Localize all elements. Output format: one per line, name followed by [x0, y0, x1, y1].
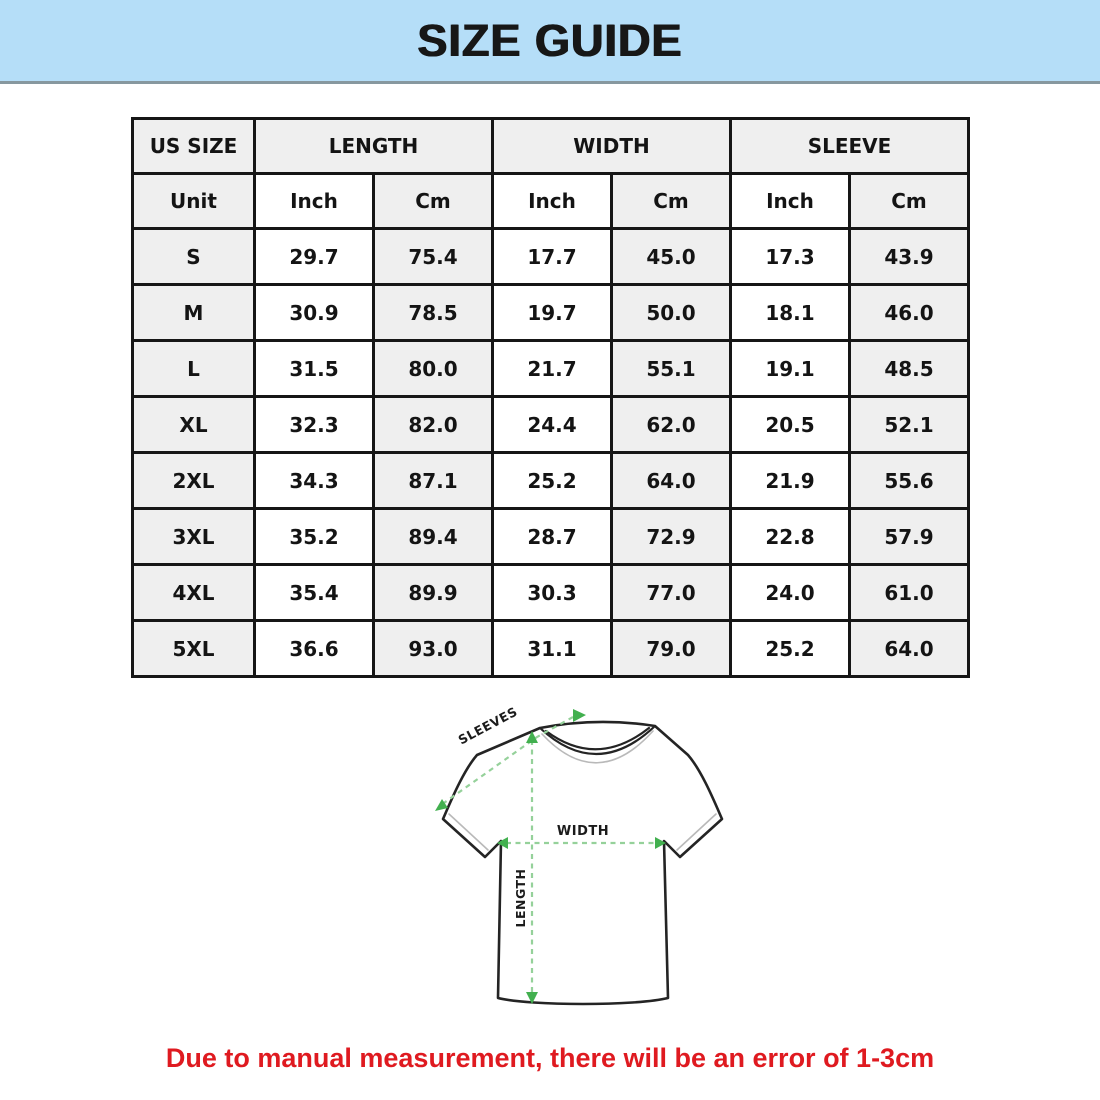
value-cell: 89.4: [374, 509, 493, 565]
table-row: [133, 397, 969, 453]
table-row: [133, 509, 969, 565]
value-cell: 61.0: [850, 565, 969, 621]
column-header-width: WIDTH: [493, 119, 731, 174]
tshirt-outline: [443, 722, 722, 1004]
value-cell: 30.9: [255, 285, 374, 341]
length-inch-header: Inch: [255, 174, 374, 229]
size-cell: L: [133, 341, 255, 397]
sleeve-arrow-right-icon: [573, 709, 586, 722]
value-cell: 17.7: [493, 229, 612, 285]
value-cell: 25.2: [731, 621, 850, 677]
value-cell: 21.9: [731, 453, 850, 509]
value-cell: 24.4: [493, 397, 612, 453]
value-cell: 77.0: [612, 565, 731, 621]
value-cell: 62.0: [612, 397, 731, 453]
unit-header: Unit: [133, 174, 255, 229]
page-title: SIZE GUIDE: [417, 14, 683, 66]
value-cell: 21.7: [493, 341, 612, 397]
width-label: WIDTH: [556, 824, 610, 839]
table-row: [133, 621, 969, 677]
value-cell: 31.5: [255, 341, 374, 397]
value-cell: 20.5: [731, 397, 850, 453]
value-cell: 46.0: [850, 285, 969, 341]
size-cell: M: [133, 285, 255, 341]
value-cell: 31.1: [493, 621, 612, 677]
table-row: [133, 285, 969, 341]
size-chart-table: [131, 117, 970, 678]
value-cell: 43.9: [850, 229, 969, 285]
table-unit-row: [133, 174, 969, 229]
value-cell: 50.0: [612, 285, 731, 341]
value-cell: 35.4: [255, 565, 374, 621]
table-row: [133, 229, 969, 285]
width-cm-header: Cm: [612, 174, 731, 229]
size-cell: 5XL: [133, 621, 255, 677]
value-cell: 64.0: [612, 453, 731, 509]
sleeves-label: SLEEVES: [455, 703, 520, 748]
value-cell: 52.1: [850, 397, 969, 453]
value-cell: 28.7: [493, 509, 612, 565]
value-cell: 45.0: [612, 229, 731, 285]
size-cell: 4XL: [133, 565, 255, 621]
value-cell: 32.3: [255, 397, 374, 453]
size-cell: 3XL: [133, 509, 255, 565]
value-cell: 34.3: [255, 453, 374, 509]
size-cell: XL: [133, 397, 255, 453]
value-cell: 80.0: [374, 341, 493, 397]
value-cell: 93.0: [374, 621, 493, 677]
value-cell: 18.1: [731, 285, 850, 341]
sleeve-inch-header: Inch: [731, 174, 850, 229]
table-row: [133, 565, 969, 621]
value-cell: 29.7: [255, 229, 374, 285]
length-label: LENGTH: [513, 868, 528, 928]
size-cell: 2XL: [133, 453, 255, 509]
value-cell: 17.3: [731, 229, 850, 285]
size-table-body: [133, 229, 969, 677]
measurement-note: Due to manual measurement, there will be an error of 1-3cm: [165, 1042, 935, 1073]
value-cell: 22.8: [731, 509, 850, 565]
column-header-length: LENGTH: [255, 119, 493, 174]
value-cell: 35.2: [255, 509, 374, 565]
width-inch-header: Inch: [493, 174, 612, 229]
value-cell: 64.0: [850, 621, 969, 677]
value-cell: 55.1: [612, 341, 731, 397]
value-cell: 30.3: [493, 565, 612, 621]
size-guide-banner: [0, 0, 1100, 84]
value-cell: 36.6: [255, 621, 374, 677]
size-cell: S: [133, 229, 255, 285]
column-header-sleeve: SLEEVE: [731, 119, 969, 174]
sleeve-cm-header: Cm: [850, 174, 969, 229]
value-cell: 78.5: [374, 285, 493, 341]
value-cell: 19.7: [493, 285, 612, 341]
value-cell: 72.9: [612, 509, 731, 565]
tshirt-diagram: [405, 693, 765, 1038]
value-cell: 87.1: [374, 453, 493, 509]
value-cell: 55.6: [850, 453, 969, 509]
value-cell: 75.4: [374, 229, 493, 285]
table-row: [133, 453, 969, 509]
value-cell: 57.9: [850, 509, 969, 565]
value-cell: 48.5: [850, 341, 969, 397]
table-row: [133, 341, 969, 397]
value-cell: 79.0: [612, 621, 731, 677]
table-header-row: [133, 119, 969, 174]
column-header-us-size: US SIZE: [133, 119, 255, 174]
value-cell: 19.1: [731, 341, 850, 397]
value-cell: 82.0: [374, 397, 493, 453]
value-cell: 25.2: [493, 453, 612, 509]
value-cell: 24.0: [731, 565, 850, 621]
value-cell: 89.9: [374, 565, 493, 621]
length-cm-header: Cm: [374, 174, 493, 229]
